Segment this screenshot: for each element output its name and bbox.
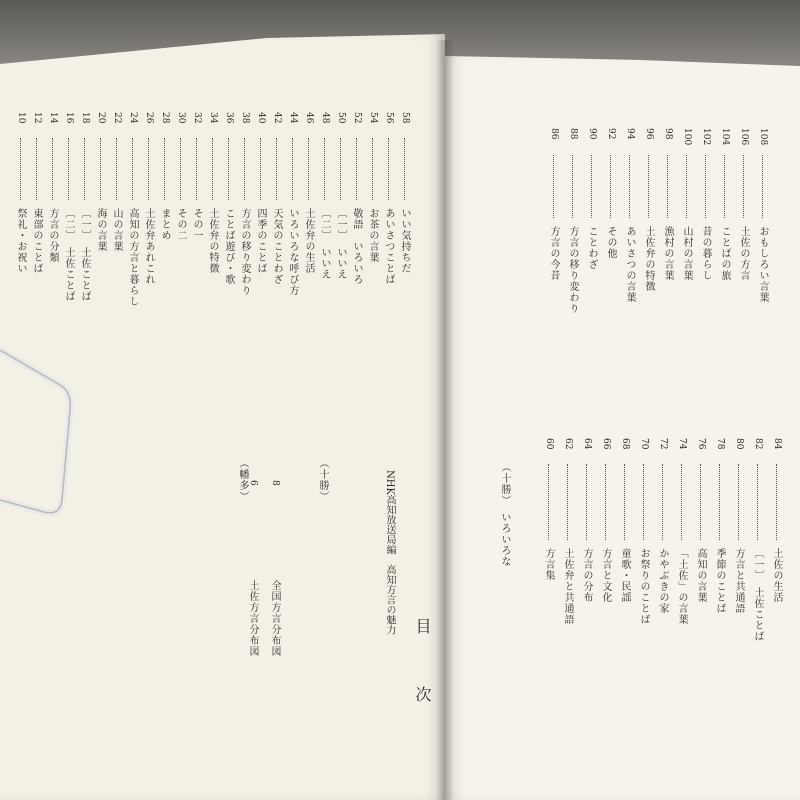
toc-entry-title: 土佐弁あれこれ [143, 208, 154, 285]
toc-leader-dots [260, 138, 261, 200]
toc-entry-title: あいさつことば [383, 208, 394, 285]
toc-page-number: 20 [96, 112, 106, 124]
front-item-page: 8 [270, 480, 280, 486]
toc-leader-dots [244, 138, 245, 200]
toc-entry-title: 方言の移り変わり [567, 226, 578, 314]
front-item-page: 6 [248, 480, 258, 486]
toc-leader-dots [572, 155, 573, 218]
toc-entry-title: その二 [175, 208, 186, 241]
toc-entry-title: 山の言葉 [111, 208, 122, 252]
toc-page-number: 46 [304, 112, 314, 124]
toc-entry-title: 土佐の方言 [738, 226, 749, 281]
toc-leader-dots [705, 155, 706, 218]
toc-leader-dots [624, 464, 625, 540]
toc-entry-title: 方言集 [543, 548, 554, 581]
toc-page-number: 82 [753, 438, 763, 450]
front-item-title: 土佐方言分布図 [247, 580, 258, 657]
right-page [445, 56, 800, 800]
toc-entry-title: おもしろい言葉 [757, 226, 768, 303]
toc-page-number: 12 [32, 112, 42, 124]
toc-page-number: 58 [400, 112, 410, 124]
toc-entry-title: 「土佐」の言葉 [676, 548, 687, 625]
toc-page-number: 50 [336, 112, 346, 124]
toc-leader-dots [212, 138, 213, 200]
toc-entry-title: お祭りのことば [638, 548, 649, 625]
toc-page-number: 64 [582, 438, 592, 450]
toc-page-number: 18 [80, 112, 90, 124]
toc-entry-title: 方言の移り変わり [239, 208, 250, 296]
toc-leader-dots [662, 464, 663, 540]
toc-page-number: 24 [128, 112, 138, 124]
toc-entry-title: その他 [605, 226, 616, 259]
toc-leader-dots [719, 464, 720, 540]
toc-leader-dots [667, 155, 668, 218]
toc-leader-dots [340, 138, 341, 200]
toc-entry-title: その一 [191, 208, 202, 241]
toc-leader-dots [567, 464, 568, 540]
toc-leader-dots [356, 138, 357, 200]
metal-clip [0, 330, 120, 520]
contents-heading: 目 次 [413, 618, 432, 720]
toc-page-number: 76 [696, 438, 706, 450]
toc-leader-dots [164, 138, 165, 200]
toc-page-number: 74 [677, 438, 687, 450]
toc-entry-title: 〔一〕 いいえ [335, 208, 346, 280]
toc-leader-dots [591, 155, 592, 218]
toc-page-number: 60 [544, 438, 554, 450]
toc-leader-dots [738, 464, 739, 540]
toc-page-number: 102 [701, 128, 711, 146]
toc-page-number: 62 [563, 438, 573, 450]
toc-page-number: 26 [144, 112, 154, 124]
toc-entry-title: まとめ [159, 208, 170, 241]
toc-entry-title: 敬語 いろいろ [351, 208, 362, 285]
toc-page-number: 34 [208, 112, 218, 124]
toc-page-number: 108 [758, 128, 768, 146]
toc-page-number: 88 [568, 128, 578, 140]
toc-entry-title: 東部のことば [31, 208, 42, 274]
toc-entry-title: あいさつの言葉 [624, 226, 635, 303]
toc-entry-title: 季節のことば [714, 548, 725, 614]
toc-leader-dots [276, 138, 277, 200]
toc-entry-title: いい気持ちだ [399, 208, 410, 274]
toc-page-number: 32 [192, 112, 202, 124]
toc-page-number: 98 [663, 128, 673, 140]
toc-entry-title: 祭礼・お祝い [15, 208, 26, 274]
front-item-title: 全国方言分布図 [269, 580, 280, 657]
toc-entry-title: 昔の暮らし [700, 226, 711, 281]
toc-leader-dots [324, 138, 325, 200]
toc-page-number: 66 [601, 438, 611, 450]
toc-leader-dots [100, 138, 101, 200]
toc-entry-title: 漁村の言葉 [662, 226, 673, 281]
toc-leader-dots [132, 138, 133, 200]
toc-leader-dots [404, 138, 405, 200]
toc-entry-title: 土佐弁の特徴 [207, 208, 218, 274]
toc-page-number: 90 [587, 128, 597, 140]
toc-page-number: 48 [320, 112, 330, 124]
section-label: （十勝） [317, 458, 328, 502]
toc-entry-title: 方言の分布 [581, 548, 592, 603]
toc-leader-dots [586, 464, 587, 540]
toc-leader-dots [372, 138, 373, 200]
editor-line: NHK高知放送局編 高知方言の魅力 [384, 470, 395, 635]
toc-leader-dots [180, 138, 181, 200]
toc-page-number: 92 [606, 128, 616, 140]
toc-page-number: 16 [64, 112, 74, 124]
toc-leader-dots [757, 464, 758, 540]
toc-page-number: 40 [256, 112, 266, 124]
toc-leader-dots [388, 138, 389, 200]
toc-entry-title: 天気のことわざ [271, 208, 282, 285]
toc-page-number: 100 [682, 128, 692, 146]
toc-page-number: 42 [272, 112, 282, 124]
toc-leader-dots [700, 464, 701, 540]
toc-entry-title: ことばの旅 [719, 226, 730, 281]
toc-page-number: 38 [240, 112, 250, 124]
toc-page-number: 94 [625, 128, 635, 140]
toc-page-number: 96 [644, 128, 654, 140]
toc-entry-title: ことわざ [586, 226, 597, 270]
toc-page-number: 72 [658, 438, 668, 450]
toc-entry-title: 方言と共通語 [733, 548, 744, 614]
toc-leader-dots [776, 464, 777, 540]
toc-leader-dots [548, 464, 549, 540]
toc-entry-title: 高知の方言と暮らし [127, 208, 138, 307]
toc-leader-dots [68, 138, 69, 200]
toc-page-number: 84 [772, 438, 782, 450]
toc-leader-dots [743, 155, 744, 218]
toc-page-number: 44 [288, 112, 298, 124]
toc-leader-dots [36, 138, 37, 200]
toc-page-number: 80 [734, 438, 744, 450]
toc-page-number: 52 [352, 112, 362, 124]
toc-leader-dots [648, 155, 649, 218]
toc-leader-dots [148, 138, 149, 200]
toc-page-number: 22 [112, 112, 122, 124]
toc-page-number: 14 [48, 112, 58, 124]
toc-leader-dots [308, 138, 309, 200]
toc-page-number: 56 [384, 112, 394, 124]
toc-entry-title: 高知の言葉 [695, 548, 706, 603]
toc-entry-title: かやぶきの家 [657, 548, 668, 614]
toc-leader-dots [762, 155, 763, 218]
toc-entry-title: 山村の言葉 [681, 226, 692, 281]
toc-page-number: 86 [549, 128, 559, 140]
toc-page-number: 36 [224, 112, 234, 124]
toc-entry-title: お茶の言葉 [367, 208, 378, 263]
toc-page-number: 54 [368, 112, 378, 124]
toc-page-number: 70 [639, 438, 649, 450]
toc-entry-title: 〔二〕 土佐ことば [63, 208, 74, 302]
toc-leader-dots [681, 464, 682, 540]
toc-entry-title: 土佐の生活 [771, 548, 782, 603]
section-label: （幡多） [237, 458, 248, 502]
toc-leader-dots [196, 138, 197, 200]
toc-page-number: 10 [16, 112, 26, 124]
toc-leader-dots [292, 138, 293, 200]
toc-leader-dots [52, 138, 53, 200]
toc-entry-title: 方言と文化 [600, 548, 611, 603]
toc-page-number: 78 [715, 438, 725, 450]
toc-entry-title: 方言の今昔 [548, 226, 559, 281]
book-gutter [436, 40, 454, 800]
toc-entry-title: 四季のことば [255, 208, 266, 274]
toc-entry-title: 〔一〕 土佐ことば [752, 548, 763, 642]
toc-leader-dots [610, 155, 611, 218]
toc-entry-title: 土佐弁の特徴 [643, 226, 654, 292]
toc-leader-dots [629, 155, 630, 218]
toc-leader-dots [724, 155, 725, 218]
toc-page-number: 28 [160, 112, 170, 124]
toc-leader-dots [643, 464, 644, 540]
toc-page-number: 104 [720, 128, 730, 146]
toc-page-number: 106 [739, 128, 749, 146]
toc-entry-title: 土佐弁と共通語 [562, 548, 573, 625]
toc-leader-dots [605, 464, 606, 540]
toc-entry-title: いろいろな呼び方 [287, 208, 298, 296]
toc-entry-title: 海の言葉 [95, 208, 106, 252]
section-label: （十勝） いろいろな [499, 462, 510, 567]
toc-leader-dots [686, 155, 687, 218]
toc-leader-dots [553, 155, 554, 218]
toc-page-number: 68 [620, 438, 630, 450]
toc-leader-dots [84, 138, 85, 200]
toc-leader-dots [228, 138, 229, 200]
toc-entry-title: 土佐弁の生活 [303, 208, 314, 274]
toc-leader-dots [20, 138, 21, 200]
toc-leader-dots [116, 138, 117, 200]
toc-entry-title: 〔二〕 いいえ [319, 208, 330, 280]
toc-entry-title: 〔一〕 土佐ことば [79, 208, 90, 302]
toc-page-number: 30 [176, 112, 186, 124]
toc-entry-title: 方言の分類 [47, 208, 58, 263]
toc-entry-title: 童歌・民謡 [619, 548, 630, 603]
toc-entry-title: ことば遊び・歌 [223, 208, 234, 285]
